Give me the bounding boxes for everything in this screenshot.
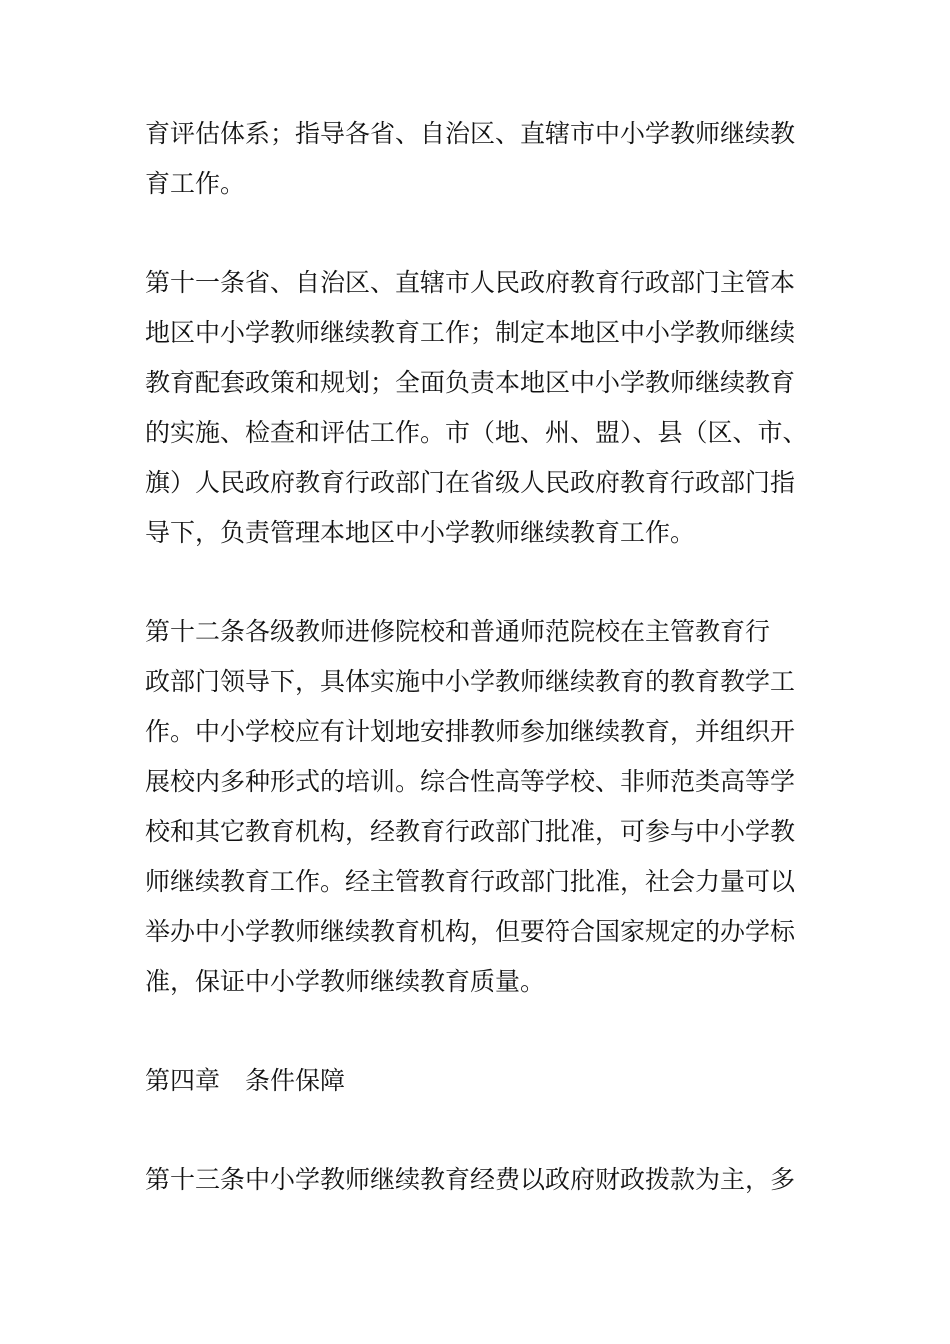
text-line: 的实施、检查和评估工作。市（地、州、盟）、县（区、市、 xyxy=(145,418,808,447)
chapter-heading: 第四章 条件保障 xyxy=(145,1066,346,1095)
article-12-line: 第十二条各级教师进修院校和普通师范院校在主管教育行 xyxy=(145,617,771,646)
text-line: 校和其它教育机构，经教育行政部门批准，可参与中小学教 xyxy=(145,817,796,846)
text-line: 导下，负责管理本地区中小学教师继续教育工作。 xyxy=(145,518,696,547)
text-line: 育评估体系；指导各省、自治区、直辖市中小学教师继续教 xyxy=(145,119,796,148)
text-line: 作。中小学校应有计划地安排教师参加继续教育，并组织开 xyxy=(145,717,796,746)
text-line: 举办中小学教师继续教育机构，但要符合国家规定的办学标 xyxy=(145,917,796,946)
text-line: 政部门领导下，具体实施中小学教师继续教育的教育教学工 xyxy=(145,667,796,696)
text-line: 旗）人民政府教育行政部门在省级人民政府教育行政部门指 xyxy=(145,468,796,497)
text-line: 教育配套政策和规划；全面负责本地区中小学教师继续教育 xyxy=(145,368,796,397)
text-line: 地区中小学教师继续教育工作；制定本地区中小学教师继续 xyxy=(145,318,796,347)
article-13-line: 第十三条中小学教师继续教育经费以政府财政拨款为主，多 xyxy=(145,1165,796,1194)
text-line: 准，保证中小学教师继续教育质量。 xyxy=(145,967,546,996)
article-11-line: 第十一条省、自治区、直辖市人民政府教育行政部门主管本 xyxy=(145,268,796,297)
text-line: 育工作。 xyxy=(145,169,246,198)
text-line: 展校内多种形式的培训。综合性高等学校、非师范类高等学 xyxy=(145,767,796,796)
text-line: 师继续教育工作。经主管教育行政部门批准，社会力量可以 xyxy=(145,867,796,896)
